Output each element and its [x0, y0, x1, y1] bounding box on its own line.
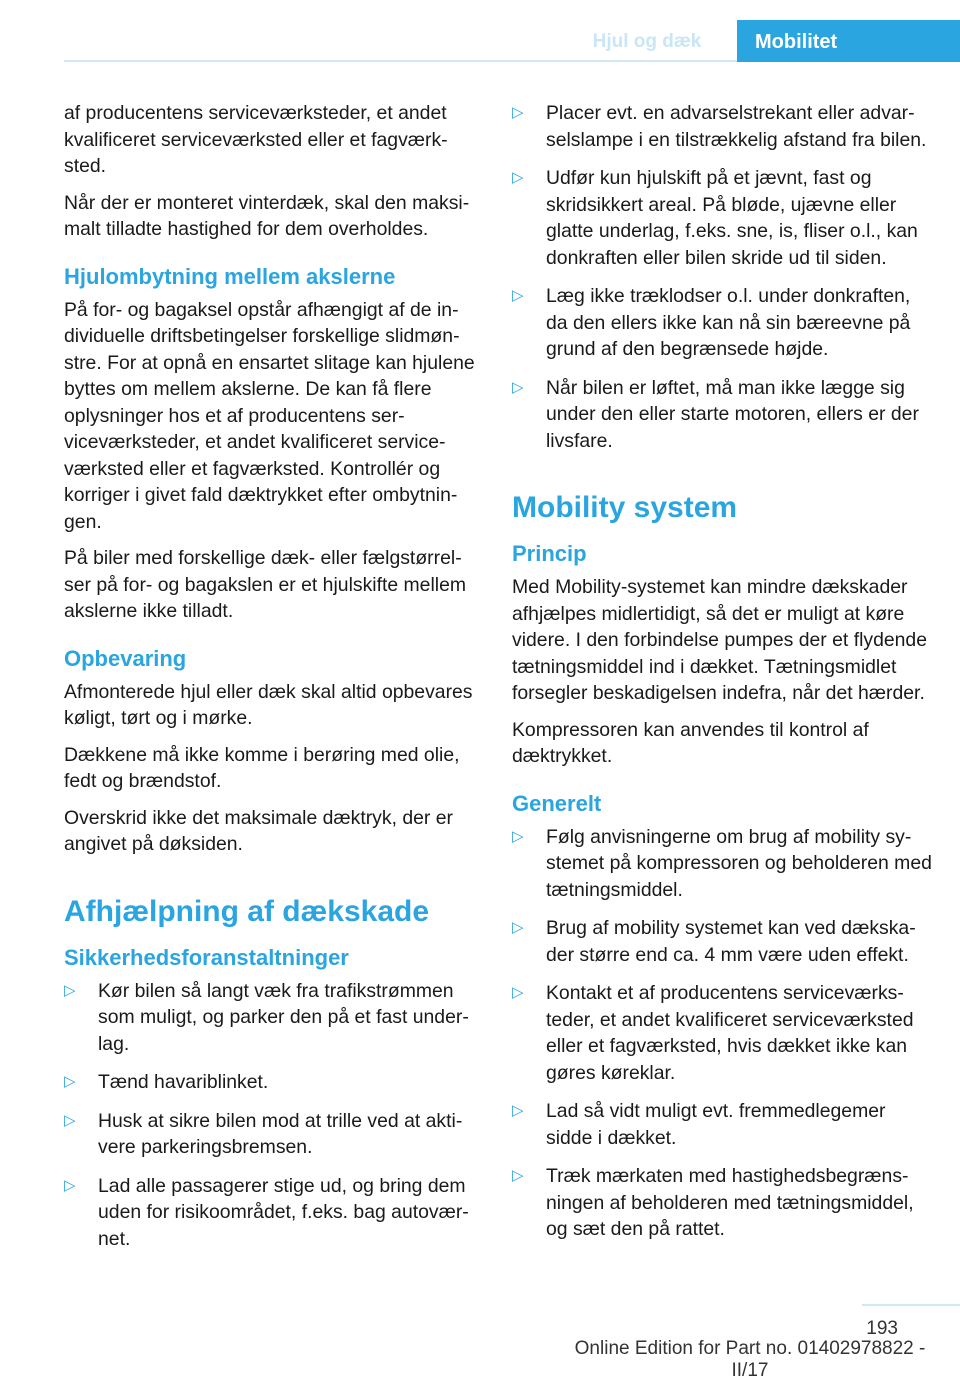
list-item: [512, 1163, 932, 1243]
section-heading-generelt: Generelt: [512, 790, 602, 816]
bullet-list: [512, 824, 932, 1243]
list-item-text: Lad alle passagerer stige ud, og bring dem uden for risikoområdet, f.eks. bag autoværnet.: [98, 1174, 469, 1250]
list-item-text: Udfør kun hjulskift på et jævnt, fast og skridsikkert areal. På bløde, ujævne eller glatte underlag, f.eks. sne, is, fliser o.l., kan donkraften eller bilen skride ud til siden.: [546, 167, 918, 269]
list-item-text: Når bilen er løftet, må man ikke lægge sig under den eller starte motoren, ellers er der livsfare.: [546, 376, 919, 452]
paragraph: Når der er monteret vinterdæk, skal den maksimalt tilladte hastighed for dem overholdes.: [64, 191, 470, 240]
footer-edition-text: Online Edition for Part no. 01402978822 - II/17: [574, 1338, 926, 1381]
list-item: [512, 1098, 932, 1151]
list-item-text: Husk at sikre bilen mod at trille ved at aktivere parkeringsbremsen.: [98, 1109, 463, 1158]
list-item: [512, 824, 932, 904]
bullet-triangle-icon: ▷: [512, 287, 524, 304]
bullet-triangle-icon: ▷: [512, 984, 524, 1001]
paragraph: Overskrid ikke det maksimale dæktryk, der er angivet på døksiden.: [64, 806, 453, 855]
header-section-title: Hjul og dæk: [592, 31, 702, 52]
list-item-text: Kør bilen så langt væk fra trafikstrømmen som muligt, og parker den på et fast underlag.: [98, 979, 469, 1055]
bullet-triangle-icon: ▷: [512, 919, 524, 936]
section-heading-opbevaring: Opbevaring: [64, 645, 187, 671]
bullet-triangle-icon: ▷: [512, 827, 524, 845]
list-item: [512, 283, 932, 363]
paragraph: Kompressoren kan anvendes til kontrol af dæktrykket.: [512, 718, 869, 767]
bullet-triangle-icon: ▷: [64, 981, 76, 999]
list-item: [64, 1173, 478, 1253]
chapter-heading-mobility: Mobility system: [512, 491, 738, 524]
list-item: [64, 1069, 478, 1096]
section-heading-hjulombytning: Hjulombytning mellem akslerne: [64, 263, 396, 289]
bullet-triangle-icon: ▷: [64, 1176, 76, 1194]
list-item: [512, 915, 932, 968]
page-number: 193: [866, 1318, 898, 1339]
bullet-list: [512, 100, 932, 454]
left-column: [64, 100, 478, 1264]
paragraph: Med Mobility-systemet kan mindre dækskader afhjælpes midlertidigt, så det er muligt at køre videre. I den forbindelse pumpes der et flydende tætningsmiddel ind i dækket. Tætningsmidlet forsegler beskadigelsen indefra, når det hærder.: [512, 576, 928, 704]
bullet-list: [64, 978, 478, 1253]
list-item-text: Lad så vidt muligt evt. fremmedlegemer sidde i dækket.: [546, 1100, 886, 1149]
list-item-text: Placer evt. en advarselstrekant eller advarselslampe i en tilstrækkelig afstand fra bilen.: [546, 102, 927, 151]
paragraph: På biler med forskellige dæk- eller fælgstørrelser på for- og bagakslen er et hjulskifte mellem akslerne ikke tilladt.: [64, 547, 467, 622]
paragraph: På for- og bagaksel opstår afhængigt af de individuelle driftsbetingelser forskellige slidmønstre. For at opnå en ensartet slitage kan hjulene byttes om mellem akslerne. De kan få flere oplysninger hos et af producentens serviceværksteder, et andet kvalificeret serviceværksted eller et fagværksted. Kontrollér og korriger i givet fald dæktrykket efter ombytningen.: [64, 298, 475, 533]
paragraph: af producentens serviceværksteder, et andet kvalificeret serviceværksted eller et fagværksted.: [64, 102, 448, 177]
list-item-text: Træk mærkaten med hastighedsbegrænsningen af beholderen med tætningsmiddel, og sæt den på rattet.: [546, 1165, 914, 1240]
list-item: [512, 375, 932, 455]
bullet-triangle-icon: ▷: [512, 1102, 524, 1119]
bullet-triangle-icon: ▷: [512, 1167, 524, 1184]
bullet-triangle-icon: ▷: [64, 1073, 76, 1090]
list-item: [512, 100, 932, 153]
list-item: [64, 978, 478, 1058]
list-item: [512, 980, 932, 1086]
bullet-triangle-icon: ▷: [512, 104, 524, 121]
list-item: [64, 1108, 478, 1161]
list-item-text: Læg ikke træklodser o.l. under donkraften, da den ellers ikke kan nå sin bæreevne på grund af den begrænsede højde.: [546, 285, 911, 360]
page-number-rule: [862, 1304, 960, 1306]
header-chapter-tab: Mobilitet: [737, 20, 960, 62]
chapter-heading-afhjaelpning: Afhjælpning af dækskade: [64, 894, 430, 928]
paragraph: Dækkene må ikke komme i berøring med olie, fedt og brændstof.: [64, 743, 460, 792]
bullet-triangle-icon: ▷: [512, 378, 524, 396]
section-heading-princip: Princip: [512, 541, 587, 566]
list-item: [512, 165, 932, 271]
paragraph: Afmonterede hjul eller dæk skal altid opbevares køligt, tørt og i mørke.: [64, 680, 473, 729]
bullet-triangle-icon: ▷: [512, 169, 524, 186]
section-heading-sikkerhed: Sikkerhedsforanstaltninger: [64, 944, 349, 970]
bullet-triangle-icon: ▷: [64, 1111, 76, 1129]
list-item-text: Brug af mobility systemet kan ved dækskader større end ca. 4 mm være uden effekt.: [546, 917, 916, 966]
list-item-text: Følg anvisningerne om brug af mobility systemet på kompressoren og beholderen med tætningsmiddel.: [546, 825, 932, 901]
right-column: [512, 100, 932, 1255]
list-item-text: Kontakt et af producentens serviceværksteder, et andet kvalificeret serviceværksted eller et fagværksted, hvis dækket ikke kan gøres køreklar.: [546, 982, 914, 1084]
list-item-text: Tænd havariblinket.: [98, 1071, 269, 1093]
